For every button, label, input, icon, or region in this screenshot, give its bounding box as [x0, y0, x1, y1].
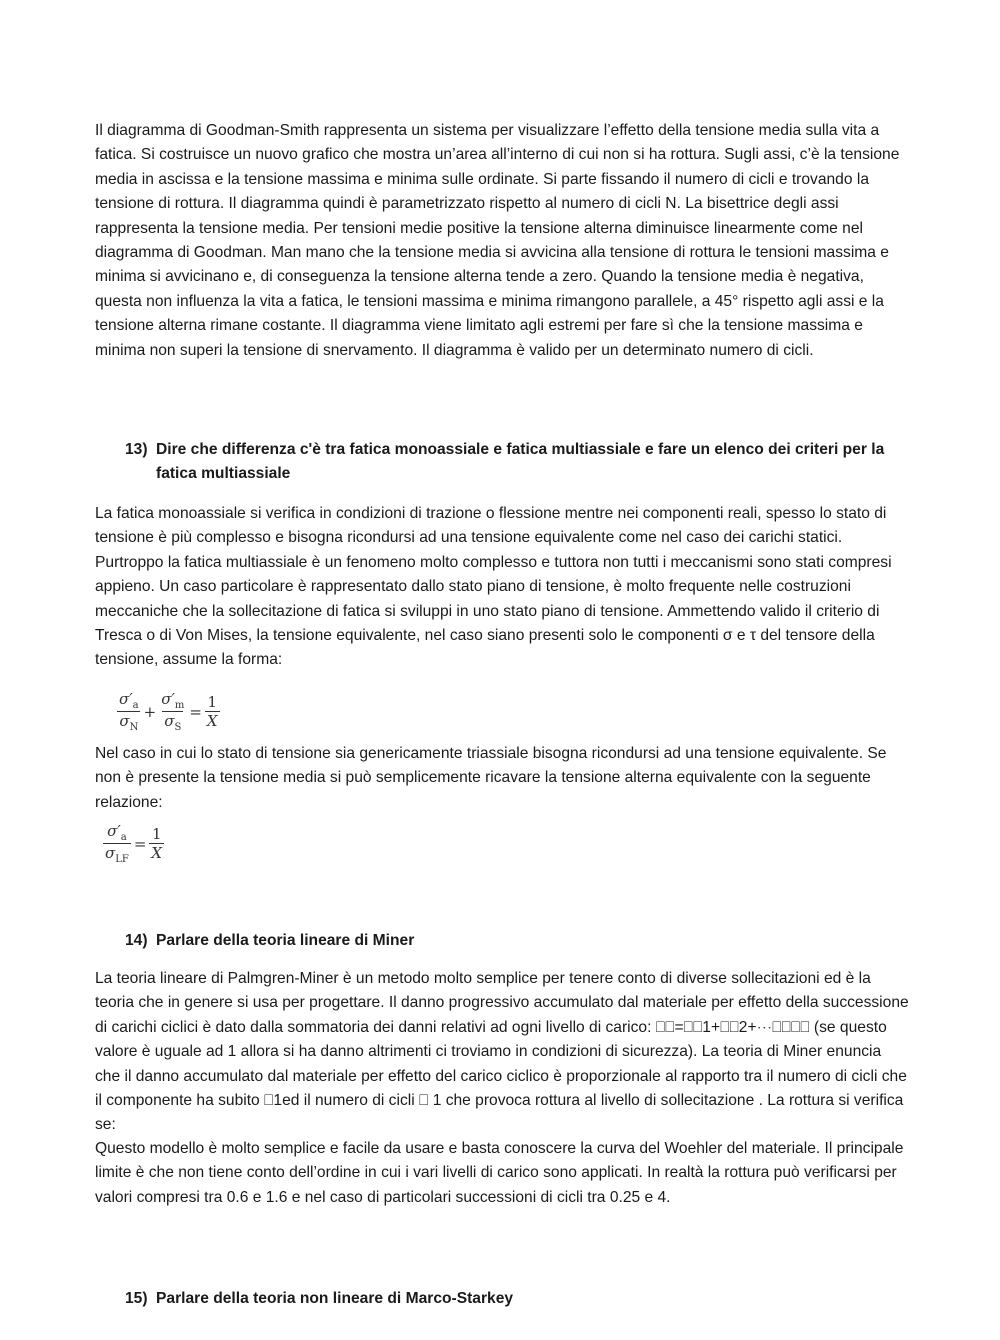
heading-question-14: [125, 929, 905, 953]
paragraph-goodman-smith: Il diagramma di Goodman-Smith rappresenta un sistema per visualizzare l’effetto della tensione media sulla vita a fatica. Si costruisce un nuovo grafico che mostra un’area all’interno di cui non si ha rottura. Sugli assi, c’è la tensione media in ascissa e la tensione massima e minima sulle ordinate. Si parte fissando il numero di cicli e trovando la tensione di rottura. Il diagramma quindi è parametrizzato rispetto al numero di cicli N. La bisettrice degli assi rappresenta la tensione media. Per tensioni medie positive la tensione alterna diminuisce linearmente come nel diagramma di Goodman. Man mano che la tensione media si avvicina alla tensione di rottura le tensioni massima e minima si avvicinano e, di conseguenza la tensione alterna tende a zero. Quando la tensione media è negativa, questa non influenza la vita a fatica, le tensioni massima e minima rimangono parallele, a 45° rispetto agli assi e la tensione alterna rimane costante. Il diagramma viene limitato agli estremi per fare sì che la tensione massima e minima non superi la tensione di snervamento. Il diagramma è valido per un determinato numero di cicli.: [95, 122, 900, 359]
plus-sign: +: [143, 702, 157, 721]
equals-sign: =: [189, 702, 202, 721]
formula-tension-equivalent: [117, 690, 220, 733]
heading-number: 15): [125, 1290, 148, 1307]
heading-question-13: [125, 438, 905, 487]
formula-alternating-equivalent: [103, 822, 164, 865]
heading-number: 14): [125, 932, 148, 949]
fraction-one-over-x: $\frac{1}{X}$: [151, 825, 163, 862]
fraction-sigma-a-lf: $\frac{\sigma'_a}{\sigma_{LF}}$: [105, 822, 129, 865]
fraction-sigma-m: $\frac{\sigma'_m}{\sigma_S}$: [161, 690, 185, 733]
fraction-sigma-a: $\frac{\sigma'_a}{\sigma_N}$: [119, 690, 139, 733]
heading-question-15: [125, 1287, 905, 1311]
heading-text: Parlare della teoria non lineare di Marco-Starkey: [156, 1290, 514, 1307]
heading-number: 13): [125, 441, 148, 458]
paragraph-monoassiale: La fatica monoassiale si verifica in condizioni di trazione o flessione mentre nei componenti reali, spesso lo stato di tensione è più complesso e bisogna ricondursi ad una tensione equivalente come nel caso dei carichi statici. Purtroppo la fatica multiassiale è un fenomeno molto complesso e tuttora non tutti i meccanismi sono stati compresi appieno. Un caso particolare è rappresentato dallo stato piano di tensione, è molto frequente nelle costruzioni meccaniche che la sollecitazione di fatica si sviluppi in uno stato piano di tensione. Ammettendo valido il criterio di Tresca o di Von Mises, la tensione equivalente, nel caso siano presenti solo le componenti σ e τ del tensore della tensione, assume la forma:: [95, 505, 892, 669]
paragraph-miner-continued: Questo modello è molto semplice e facile da usare e basta conoscere la curva del Woehler del materiale. Il principale limite è che non tiene conto dell’ordine in cui i vari livelli di carico sono applicati. In realtà la rottura può verificarsi per valori compresi tra 0.6 e 1.6 e nel caso di particolari successioni di cicli tra 0.25 e 4.: [95, 1140, 904, 1206]
paragraph-miner: La teoria lineare di Palmgren-Miner è un metodo molto semplice per tenere conto di diverse sollecitazioni ed è la teoria che in genere si usa per progettare. Il danno progressivo accumulato dal materiale per effetto della successione di carichi ciclici è dato dalla sommatoria dei danni relativi ad ogni livello di carico: ⎕⎕=⎕⎕1+⎕⎕2+⋯⎕⎕⎕⎕ (se questo valore è uguale ad 1 allora si ha danno altrimenti ci troviamo in condizioni di sicurezza). La teoria di Miner enuncia che il danno accumulato dal materiale per effetto del carico ciclico è proporzionale al rapporto tra il numero di cicli che il componente ha subito ⎕1ed il numero di cicli ⎕ 1 che provoca rottura al livello di sollecitazione . La rottura si verifica se:: [95, 970, 909, 1134]
fraction-one-over-x: $\frac{1}{X}$: [206, 693, 218, 730]
heading-text: Parlare della teoria lineare di Miner: [156, 932, 415, 949]
paragraph-triassiale: Nel caso in cui lo stato di tensione sia genericamente triassiale bisogna ricondursi ad una tensione equivalente. Se non è presente la tensione media si può semplicemente ricavare la tensione alterna equivalente con la seguente relazione:: [95, 745, 887, 811]
heading-text: Dire che differenza c'è tra fatica monoassiale e fatica multiassiale e fare un elenco dei criteri per la fatica multiassiale: [156, 441, 885, 483]
equals-sign: =: [133, 834, 147, 853]
